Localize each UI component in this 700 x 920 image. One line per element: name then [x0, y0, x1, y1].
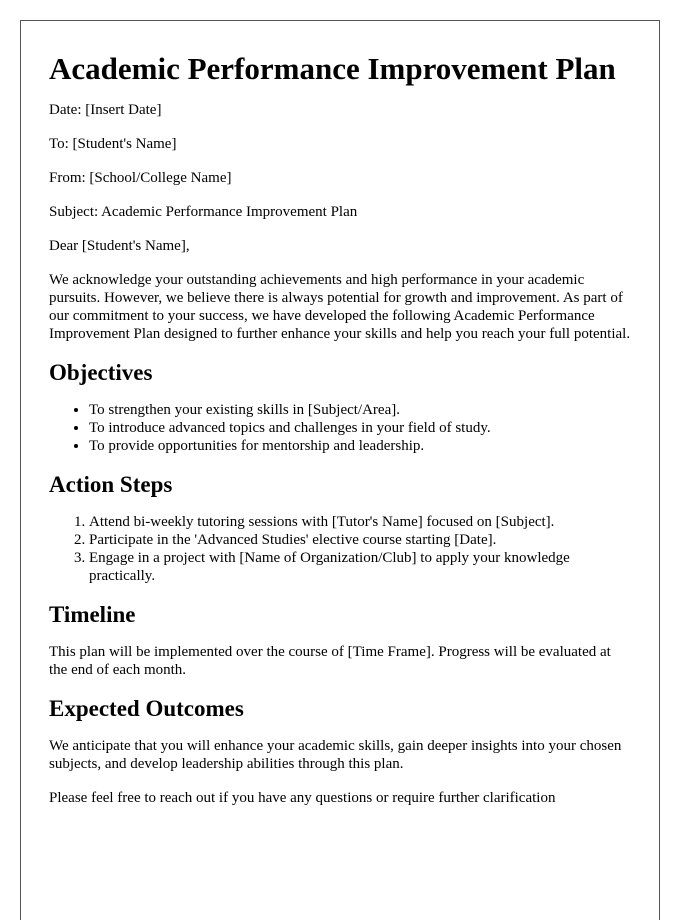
expected-outcomes-heading: Expected Outcomes: [49, 696, 244, 721]
to-line: To: [Student's Name]: [49, 136, 177, 152]
document-title: Academic Performance Improvement Plan: [49, 51, 616, 86]
action-step-item: 1. Attend bi-weekly tutoring sessions with [Tutor's Name] focused on [Subject].: [89, 513, 631, 531]
objective-item: • To provide opportunities for mentorship and leadership.: [89, 437, 631, 455]
expected-outcomes-paragraph: We anticipate that you will enhance your academic skills, gain deeper insights into your chosen subjects, and develop leadership abilities through this plan.: [49, 738, 622, 772]
letter-content: [21, 21, 659, 807]
closing-paragraph: Please feel free to reach out if you have any questions or require further clarification: [49, 790, 556, 806]
objective-item: • To introduce advanced topics and challenges in your field of study.: [89, 419, 631, 437]
timeline-heading: Timeline: [49, 602, 136, 627]
action-steps-list: [49, 513, 631, 585]
objective-item: • To strengthen your existing skills in [Subject/Area].: [89, 401, 631, 419]
letter-page: [20, 20, 660, 920]
objectives-list: [49, 401, 631, 455]
action-step-item: 2. Participate in the 'Advanced Studies' elective course starting [Date].: [89, 531, 631, 549]
action-steps-heading: Action Steps: [49, 472, 173, 497]
date-line: Date: [Insert Date]: [49, 102, 162, 118]
subject-line: Subject: Academic Performance Improvement Plan: [49, 204, 358, 220]
timeline-paragraph: This plan will be implemented over the course of [Time Frame]. Progress will be evaluated at the end of each month.: [49, 644, 611, 678]
from-line: From: [School/College Name]: [49, 170, 232, 186]
action-step-item: 3. Engage in a project with [Name of Organization/Club] to apply your knowledge practically.: [89, 549, 631, 585]
intro-paragraph: We acknowledge your outstanding achievements and high performance in your academic pursuits. However, we believe there is always potential for growth and improvement. As part of our commitment to your success, we have developed the following Academic Performance Improvement Plan designed to further enhance your skills and help you reach your full potential.: [49, 272, 631, 342]
greeting: Dear [Student's Name],: [49, 238, 190, 254]
objectives-heading: Objectives: [49, 360, 153, 385]
